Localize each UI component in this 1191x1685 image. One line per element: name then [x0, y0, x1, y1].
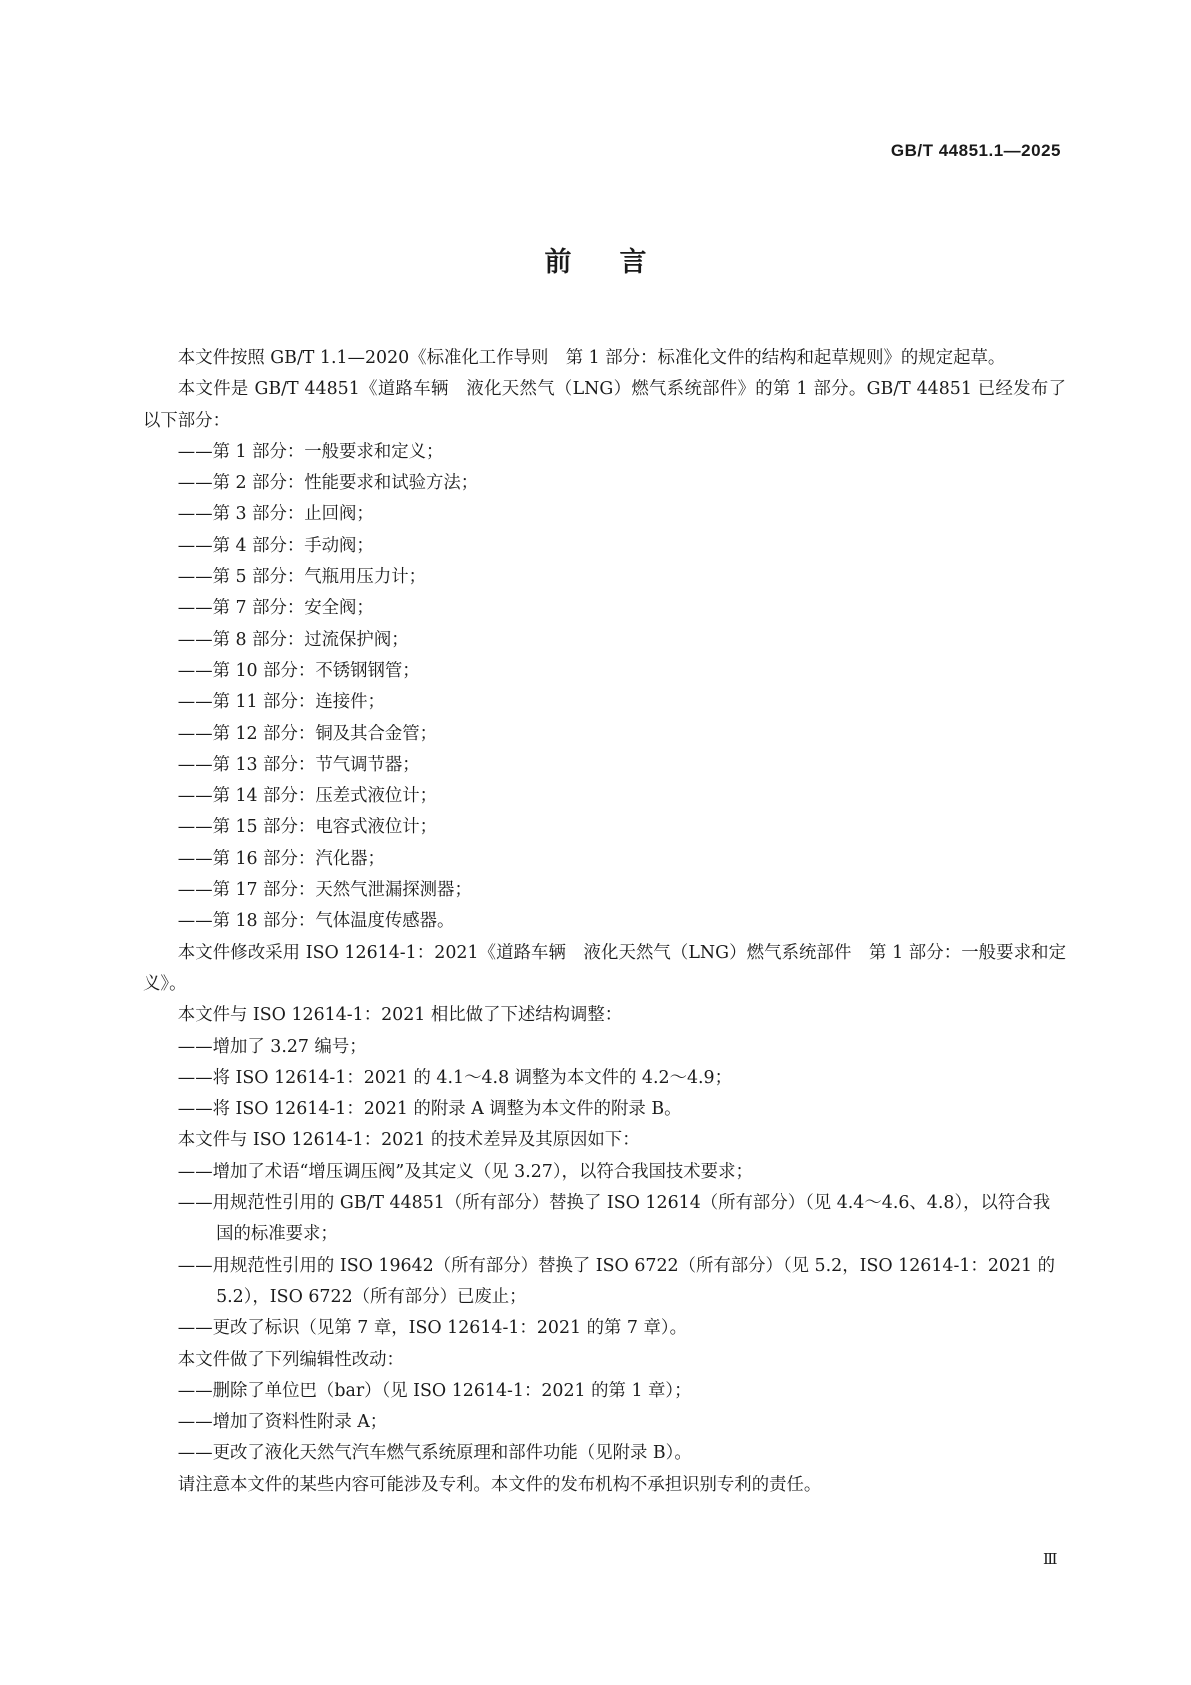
list-item: ——增加了术语“增压调压阀”及其定义（见 3.27），以符合我国技术要求；: [177, 1161, 753, 1182]
list-item: ——删除了单位巴（bar）（见 ISO 12614-1：2021 的第 1 章）；: [177, 1380, 692, 1401]
list-item: ——第 12 部分：铜及其合金管；: [177, 723, 438, 744]
list-item: ——第 10 部分：不锈钢钢管；: [177, 660, 420, 681]
page-title: 前言: [544, 247, 695, 278]
editorial-changes-list: [143, 1376, 1066, 1470]
list-item: ——第 3 部分：止回阀；: [177, 504, 374, 525]
list-item: ——第 15 部分：电容式液位计；: [177, 817, 438, 838]
adoption-statement: 本文件修改采用 ISO 12614-1：2021《道路车辆 液化天然气（LNG）燃气系统部件 第 1 部分：一般要求和定义》。: [143, 942, 1066, 994]
list-item: ——第 2 部分：性能要求和试验方法；: [177, 473, 479, 494]
page-number: Ⅲ: [1043, 1550, 1058, 1568]
list-item: ——第 11 部分：连接件；: [177, 692, 385, 713]
technical-differences-intro: 本文件与 ISO 12614-1：2021 的技术差异及其原因如下：: [177, 1130, 640, 1151]
parts-list: [143, 437, 1066, 938]
list-item: ——第 1 部分：一般要求和定义；: [177, 441, 444, 462]
structure-changes-intro: 本文件与 ISO 12614-1：2021 相比做了下述结构调整：: [177, 1005, 623, 1026]
list-item: ——增加了资料性附录 A；: [177, 1412, 388, 1433]
list-item: ——第 7 部分：安全阀；: [177, 598, 374, 619]
list-item: ——将 ISO 12614-1：2021 的 4.1～4.8 调整为本文件的 4.2～4.9；: [177, 1067, 733, 1088]
patent-notice: 请注意本文件的某些内容可能涉及专利。本文件的发布机构不承担识别专利的责任。: [177, 1474, 822, 1495]
list-item: ——第 17 部分：天然气泄漏探测器；: [177, 880, 472, 901]
list-item: ——第 5 部分：气瓶用压力计；: [177, 567, 426, 588]
list-item: ——将 ISO 12614-1：2021 的附录 A 调整为本文件的附录 B。: [177, 1099, 682, 1120]
list-item: ——第 8 部分：过流保护阀；: [177, 629, 409, 650]
technical-differences-list: [143, 1157, 1066, 1345]
list-item: ——更改了标识（见第 7 章，ISO 12614-1：2021 的第 7 章）。: [177, 1318, 687, 1339]
list-item: ——第 18 部分：气体温度传感器。: [177, 911, 455, 932]
list-item: ——第 13 部分：节气调节器；: [177, 754, 420, 775]
list-item: ——第 4 部分：手动阀；: [177, 535, 374, 556]
editorial-changes-intro: 本文件做了下列编辑性改动：: [177, 1349, 404, 1370]
list-item: ——增加了 3.27 编号；: [177, 1036, 367, 1057]
list-item: ——更改了液化天然气汽车燃气系统原理和部件功能（见附录 B）。: [177, 1443, 692, 1464]
series-statement: 本文件是 GB/T 44851《道路车辆 液化天然气（LNG）燃气系统部件》的第 1 部分。GB/T 44851 已经发布了以下部分：: [143, 379, 1066, 431]
list-item: ——用规范性引用的 ISO 19642（所有部分）替换了 ISO 6722（所有部分）（见 5.2，ISO 12614-1：2021 的 5.2），ISO 6722（所有部分）已废止；: [177, 1255, 1056, 1307]
structure-changes-list: [143, 1032, 1066, 1126]
drafting-statement: 本文件按照 GB/T 1.1—2020《标准化工作导则 第 1 部分：标准化文件的结构和起草规则》的规定起草。: [177, 348, 1006, 368]
foreword-body: [143, 343, 1066, 1501]
list-item: ——第 14 部分：压差式液位计；: [177, 786, 438, 807]
list-item: ——第 16 部分：汽化器；: [177, 848, 385, 869]
list-item: ——用规范性引用的 GB/T 44851（所有部分）替换了 ISO 12614（所有部分）（见 4.4～4.6、4.8），以符合我国的标准要求；: [177, 1193, 1051, 1245]
standard-code: GB/T 44851.1—2025: [890, 141, 1061, 160]
